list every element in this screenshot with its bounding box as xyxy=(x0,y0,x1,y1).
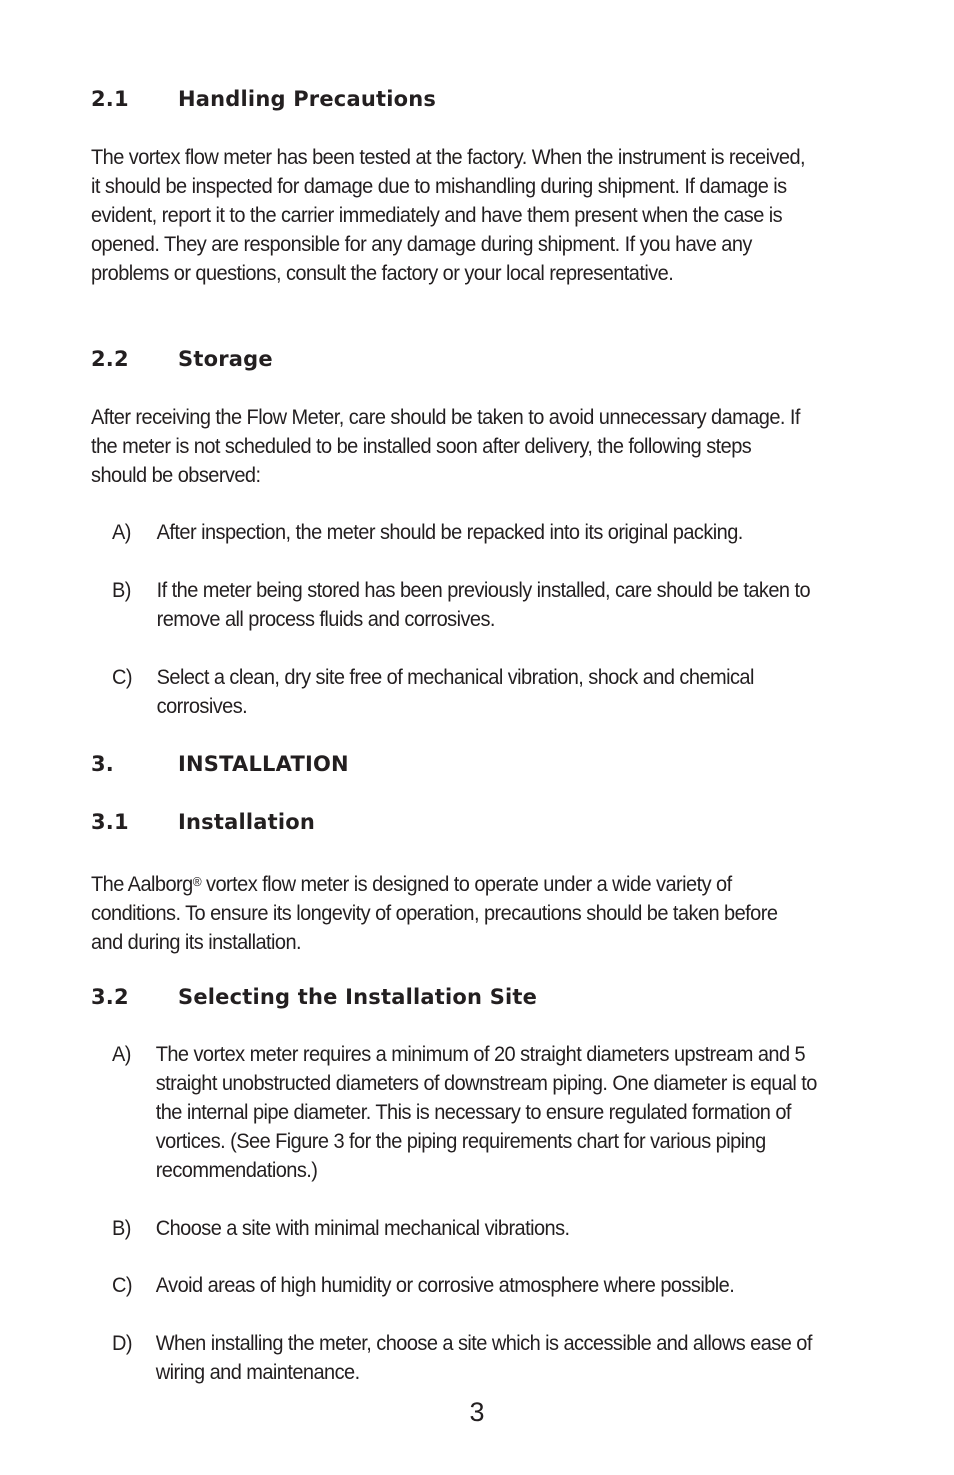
list-marker: C) xyxy=(112,1273,132,1297)
page-number: 3 xyxy=(469,1397,485,1427)
heading-number: 3. xyxy=(91,752,114,776)
list-item xyxy=(112,518,819,547)
paragraph-installation xyxy=(91,867,811,957)
heading-number: 3.2 xyxy=(91,985,129,1009)
list-item xyxy=(112,576,819,634)
list-text: Avoid areas of high humidity or corrosive atmosphere where possible. xyxy=(155,1273,735,1297)
list-item xyxy=(112,1329,819,1387)
heading-title: INSTALLATION xyxy=(178,752,349,776)
list-item xyxy=(112,663,819,721)
list-text: Select a clean, dry site free of mechanical vibration, shock and chemical corrosives. xyxy=(156,665,754,718)
heading-number: 3.1 xyxy=(91,810,129,834)
heading-title: Selecting the Installation Site xyxy=(178,985,538,1009)
heading-3 xyxy=(91,751,349,777)
list-marker: C) xyxy=(112,665,132,689)
heading-number: 2.2 xyxy=(91,347,129,371)
heading-title: Handling Precautions xyxy=(178,87,437,111)
heading-2-2 xyxy=(91,346,273,372)
list-text: The vortex meter requires a minimum of 20 straight diameters upstream and 5 straight unobstructed diameters of downstream piping. One diameter is equal to the internal pipe diameter. This is necessary to ensure regulated formation of vortices. (See Figure 3 for the piping requirements chart for various piping recommendations.) xyxy=(155,1042,817,1182)
heading-title: Installation xyxy=(178,810,316,834)
list-item xyxy=(112,1040,819,1185)
list-text: After inspection, the meter should be repacked into its original packing. xyxy=(156,520,743,544)
list-item xyxy=(112,1271,819,1300)
heading-title: Storage xyxy=(178,347,273,371)
list-marker: B) xyxy=(112,578,131,602)
list-text: If the meter being stored has been previously installed, care should be taken to remove all process fluids and corrosives. xyxy=(156,578,811,631)
paragraph-text-post: vortex flow meter is designed to operate under a wide variety of conditions. To ensure its longevity of operation, precautions should be taken before and during its installation. xyxy=(91,872,778,954)
list-marker: B) xyxy=(112,1216,131,1240)
list-item xyxy=(112,1214,819,1243)
list-marker: D) xyxy=(112,1331,132,1355)
list-marker: A) xyxy=(112,520,131,544)
heading-3-1 xyxy=(91,809,315,835)
heading-2-1 xyxy=(91,86,436,112)
list-text: Choose a site with minimal mechanical vibrations. xyxy=(155,1216,570,1240)
registered-mark: ® xyxy=(192,874,202,889)
list-text: When installing the meter, choose a site which is accessible and allows ease of wiring and maintenance. xyxy=(155,1331,812,1384)
heading-number: 2.1 xyxy=(91,87,129,111)
list-marker: A) xyxy=(112,1042,131,1066)
paragraph-storage: After receiving the Flow Meter, care should be taken to avoid unnecessary damage. If the meter is not scheduled to be installed soon after delivery, the following steps should be observed: xyxy=(91,405,800,487)
paragraph-text-pre: The Aalborg xyxy=(91,872,193,896)
paragraph-handling: The vortex flow meter has been tested at the factory. When the instrument is received, it should be inspected for damage due to mishandling during shipment. If damage is evident, report it to the carrier immediately and have them present when the case is opened. They are responsible for any damage during shipment. If you have any problems or questions, consult the factory or your local representative. xyxy=(91,145,806,285)
heading-3-2 xyxy=(91,984,537,1010)
